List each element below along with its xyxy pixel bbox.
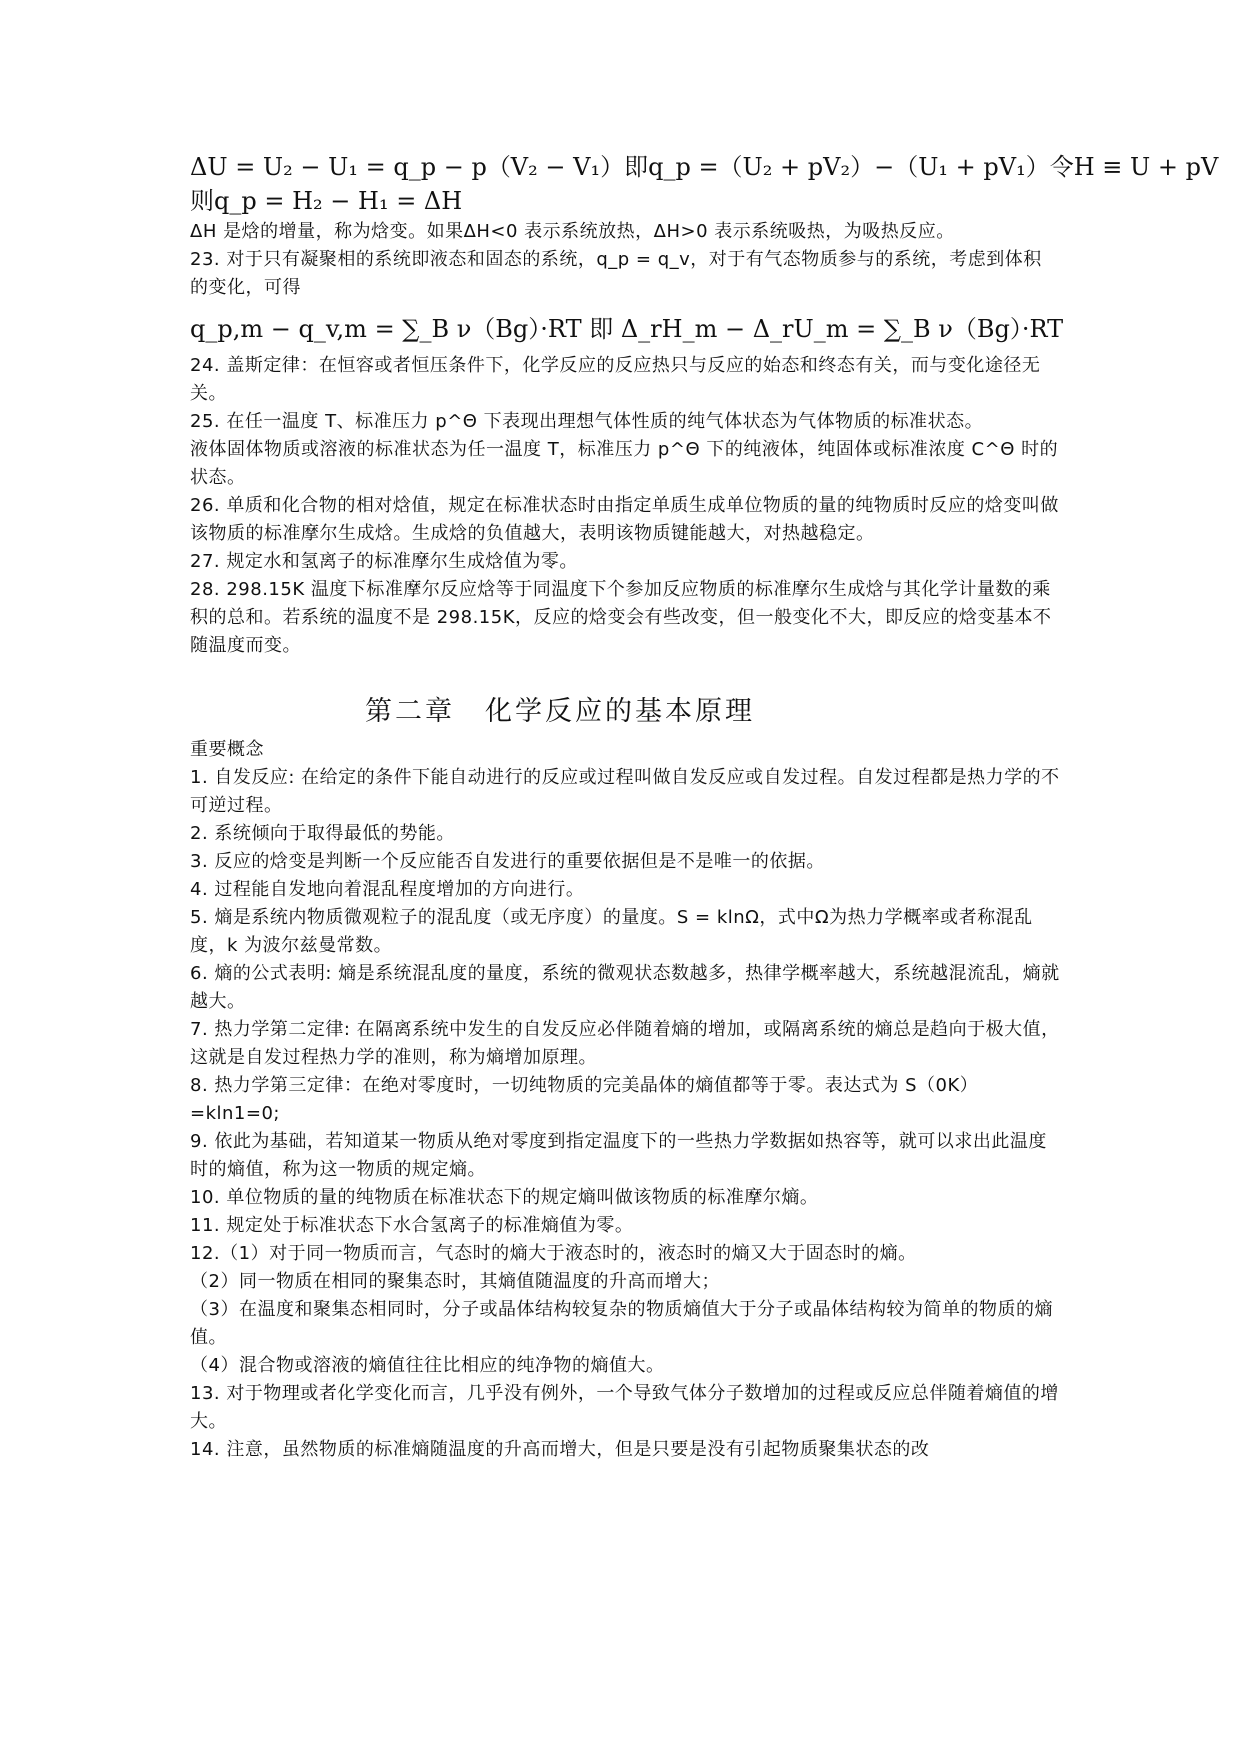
concept-14: 14. 注意，虽然物质的标准熵随温度的升高而增大，但是只要是没有引起物质聚集状态的改 xyxy=(190,1439,930,1460)
concept-8: 8. 热力学第三定律：在绝对零度时，一切纯物质的完美晶体的熵值都等于零。表达式为 S（0K）=kln1=0; xyxy=(190,1075,979,1124)
concept-12-3: （3）在温度和聚集态相同时，分子或晶体结构较复杂的物质熵值大于分子或晶体结构较为简单的物质的熵值。 xyxy=(190,1299,1053,1348)
paragraph-25-liquid: 液体固体物质或溶液的标准状态为任一温度 T，标准压力 p^Θ 下的纯液体，纯固体或标准浓度 C^Θ 时的状态。 xyxy=(190,439,1059,488)
concept-3: 3. 反应的焓变是判断一个反应能否自发进行的重要依据但是不是唯一的依据。 xyxy=(190,851,825,872)
concept-12-1: 12.（1）对于同一物质而言，气态时的熵大于液态时的，液态时的熵又大于固态时的熵。 xyxy=(190,1243,917,1264)
paragraph-26: 26. 单质和化合物的相对焓值，规定在标准状态时由指定单质生成单位物质的量的纯物质时反应的焓变叫做该物质的标准摩尔生成焓。生成焓的负值越大，表明该物质键能越大，对热越稳定。 xyxy=(190,495,1059,544)
paragraph-25-gas: 25. 在任一温度 T、标准压力 p^Θ 下表现出理想气体性质的纯气体状态为气体物质的标准状态。 xyxy=(190,411,984,432)
equation-qp-qv: q_p,m − q_v,m = ∑_B ν（Bg）·RT 即 Δ_rH_m − Δ_rU_m = ∑_B ν（Bg）·RT xyxy=(190,315,1064,343)
paragraph-27: 27. 规定水和氢离子的标准摩尔生成焓值为零。 xyxy=(190,551,578,572)
paragraph-enthalpy-change: ΔH 是焓的增量，称为焓变。如果ΔH<0 表示系统放热，ΔH>0 表示系统吸热，为吸热反应。 xyxy=(190,221,955,242)
concept-13: 13. 对于物理或者化学变化而言，几乎没有例外，一个导致气体分子数增加的过程或反应总伴随着熵值的增大。 xyxy=(190,1383,1059,1432)
document-body xyxy=(190,150,1219,1464)
paragraph-28: 28. 298.15K 温度下标准摩尔反应焓等于同温度下个参加反应物质的标准摩尔生成焓与其化学计量数的乘积的总和。若系统的温度不是 298.15K，反应的焓变会有些改变，但一般变化不大，即反应的焓变基本不随温度而变。 xyxy=(190,579,1052,656)
concept-12-2: （2）同一物质在相同的聚集态时，其熵值随温度的升高而增大； xyxy=(190,1271,720,1292)
concept-6: 6. 熵的公式表明: 熵是系统混乱度的量度，系统的微观状态数越多，热律学概率越大，系统越混流乱，熵就越大。 xyxy=(190,963,1060,1012)
concept-11: 11. 规定处于标准状态下水合氢离子的标准熵值为零。 xyxy=(190,1215,634,1236)
concept-10: 10. 单位物质的量的纯物质在标准状态下的规定熵叫做该物质的标准摩尔熵。 xyxy=(190,1187,819,1208)
chapter-heading: 第二章 化学反应的基本原理 xyxy=(365,696,755,727)
concept-1: 1. 自发反应: 在给定的条件下能自动进行的反应或过程叫做自发反应或自发过程。自发过程都是热力学的不可逆过程。 xyxy=(190,767,1060,816)
concept-4: 4. 过程能自发地向着混乱程度增加的方向进行。 xyxy=(190,879,585,900)
concept-5: 5. 熵是系统内物质微观粒子的混乱度（或无序度）的量度。S = klnΩ，式中Ω为热力学概率或者称混乱度，k 为波尔兹曼常数。 xyxy=(190,907,1033,956)
paragraph-24: 24. 盖斯定律：在恒容或者恒压条件下，化学反应的反应热只与反应的始态和终态有关，而与变化途径无关。 xyxy=(190,355,1041,404)
paragraph-23: 23. 对于只有凝聚相的系统即液态和固态的系统，q_p = q_v，对于有气态物质参与的系统，考虑到体积的变化，可得 xyxy=(190,249,1042,298)
equation-internal-energy: ΔU = U₂ − U₁ = q_p − p（V₂ − V₁）即q_p =（U₂ + pV₂）−（U₁ + pV₁）令H ≡ U + pV xyxy=(190,153,1219,181)
equation-enthalpy: 则q_p = H₂ − H₁ = ΔH xyxy=(190,187,463,215)
concept-12-4: （4）混合物或溶液的熵值往往比相应的纯净物的熵值大。 xyxy=(190,1355,665,1376)
concept-2: 2. 系统倾向于取得最低的势能。 xyxy=(190,823,455,844)
section-label: 重要概念 xyxy=(190,739,264,760)
concept-7: 7. 热力学第二定律: 在隔离系统中发生的自发反应必伴随着熵的增加，或隔离系统的熵总是趋向于极大值，这就是自发过程热力学的准则，称为熵增加原理。 xyxy=(190,1019,1060,1068)
concept-9: 9. 依此为基础，若知道某一物质从绝对零度到指定温度下的一些热力学数据如热容等，就可以求出此温度时的熵值，称为这一物质的规定熵。 xyxy=(190,1131,1047,1180)
